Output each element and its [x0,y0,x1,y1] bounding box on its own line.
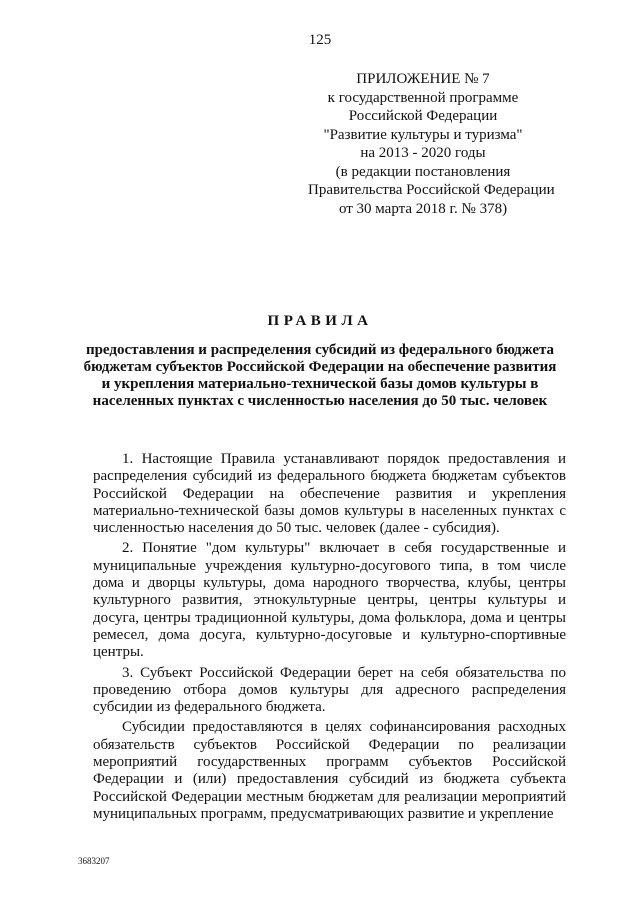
paragraph: 1. Настоящие Правила устанавливают порядок предоставления и распределения субсидий из федерального бюджета бюджетам субъектов Российской Федерации на обеспечение развития и укрепления материально-технической базы домов культуры в населенных пунктах с численностью населения до 50 тыс. человек (далее - субсидия). [93,451,566,537]
document-subtitle [60,342,580,410]
appendix-line: Правительства Российской Федерации [308,182,555,198]
appendix-line: к государственной программе [327,89,519,106]
appendix-line: от 30 марта 2018 г. № 378) [338,200,508,217]
subtitle-line: и укрепления материально-технической базы домов культуры в [101,376,539,392]
appendix-line: "Развитие культуры и туризма" [323,126,523,143]
subtitle-line: бюджетам субъектов Российской Федерации на обеспечение развития [83,359,557,375]
appendix-line: ПРИЛОЖЕНИЕ № 7 [356,71,490,87]
appendix-line: (в редакции постановления [335,163,511,180]
page-number: 125 [308,32,332,48]
appendix-header [308,70,555,218]
appendix-line: Российской Федерации [348,108,498,124]
document-id: 3683207 [78,856,110,866]
subtitle-line: населенных пунктах с численностью населения до 50 тыс. человек [92,393,548,409]
appendix-line: на 2013 - 2020 годы [360,145,486,161]
document-body [93,451,566,826]
paragraph: Субсидии предоставляются в целях софинансирования расходных обязательств субъектов Российской Федерации по реализации мероприятий государственных программ субъектов Российской Федерации и (или) предоставления субсидий из бюджета субъекта Российской Федерации местным бюджетам для реализации мероприятий муниципальных программ, предусматривающих развитие и укрепление [93,719,566,822]
subtitle-line: предоставления и распределения субсидий из федерального бюджета [85,342,555,358]
paragraph: 3. Субъект Российской Федерации берет на себя обязательства по проведению отбора домов культуры для адресного распределения субсидии из федерального бюджета. [93,664,566,716]
document-title: ПРАВИЛА [267,313,373,329]
paragraph: 2. Понятие "дом культуры" включает в себя государственные и муниципальные учреждения культурно-досугового типа, в том числе дома и дворцы культуры, дома народного творчества, клубы, центры культурного развития, этнокультурные центры, центры культуры и досуга, центры традиционной культуры, дома фольклора, дома и центры ремесел, дома досуга, культурно-досуговые и культурно-спортивные центры. [93,540,566,661]
